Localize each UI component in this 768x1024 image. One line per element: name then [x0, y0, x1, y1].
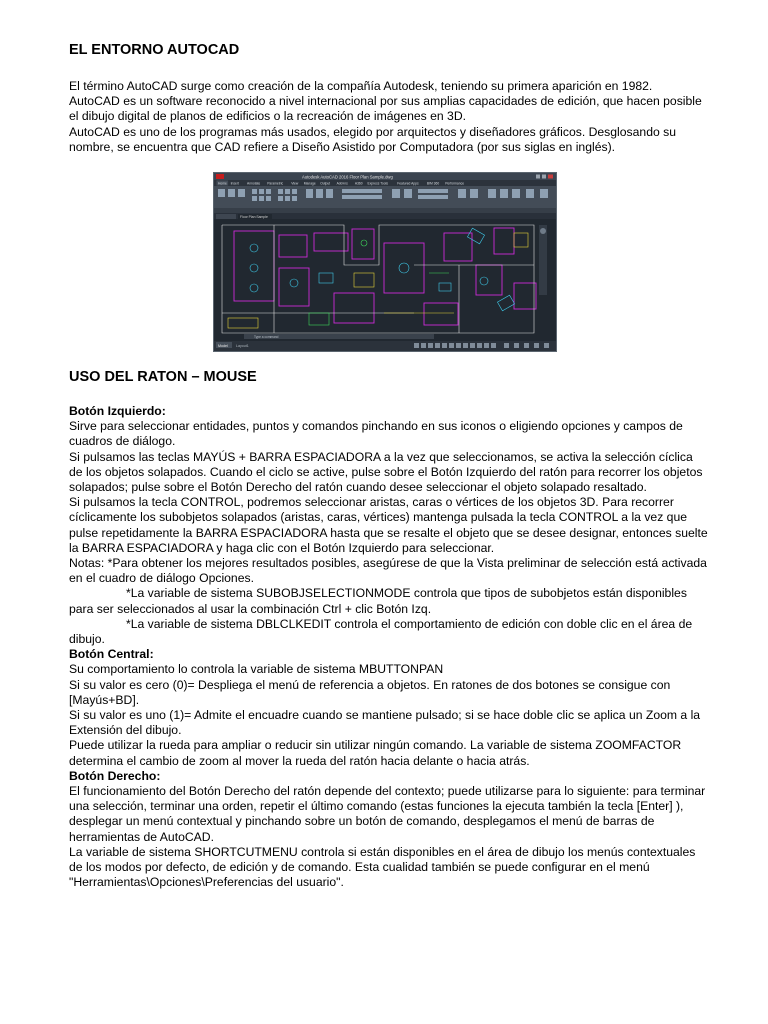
boton-izquierdo-nota-3: [69, 617, 709, 647]
boton-izquierdo-nota-2: [69, 586, 709, 616]
heading-boton-izquierdo: Botón Izquierdo:: [69, 404, 166, 418]
minimize-icon[interactable]: [536, 175, 540, 179]
section-title-raton: USO DEL RATON – MOUSE: [69, 369, 257, 385]
command-line-placeholder: Type a command: [254, 335, 279, 339]
floor-plan-yellow: [228, 233, 528, 328]
ribbon-tab-label: Parametric: [267, 181, 284, 186]
navigation-bar[interactable]: [539, 225, 547, 295]
boton-derecho-p2: La variable de sistema SHORTCUTMENU controla si están disponibles en el área de dibujo los menús contextuales de los modos por defecto, de edición y de comando. Esta cualidad también se puede configurar en el menú "Herramientas\Opciones\Preferencias del usuario".: [69, 844, 696, 890]
viewcube-icon[interactable]: [540, 228, 546, 234]
maximize-icon[interactable]: [542, 175, 546, 179]
section-title-entorno: EL ENTORNO AUTOCAD: [69, 42, 240, 58]
intro-paragraph-1: El término AutoCAD surge como creación de la compañía Autodesk, teniendo su primera aparición en 1982.: [69, 79, 653, 93]
boton-central-p2: Si su valor es cero (0)= Despliega el menú de referencia a objetos. En ratones de dos botones se consigue con [Mayús+BD].: [69, 677, 671, 707]
intro-paragraph-2: AutoCAD es un software reconocido a nivel internacional por sus amplias capacidades de edición, que hacen posible el dibujo digital de planos de edificios o la recreación de imágenes en 3D.: [69, 94, 702, 124]
boton-izquierdo-p3: Si pulsamos la tecla CONTROL, podremos seleccionar aristas, caras o vértices de los objetos 3D. Para recorrer cíclicamente los subobjetos solapados (aristas, caras, vértices) mantenga pulsada la tecla CONTROL a la vez que pulse repetidamente la BARRA ESPACIADORA hasta que se resalte el objeto que se desee designar, entonces suelte la BARRA ESPACIADORA y haga clic con el Botón Izquierdo para seleccionar.: [69, 495, 708, 555]
ribbon-tab-label: Annotate: [247, 181, 261, 186]
doc-tab-label: Floor Plan Sample: [240, 215, 268, 219]
mouse-usage-text: [69, 404, 709, 891]
close-icon[interactable]: [548, 175, 553, 179]
ribbon-tab-label: Add-ins: [336, 181, 348, 186]
floor-plan-cyan: [250, 228, 515, 311]
ribbon-tab-label: Featured Apps: [397, 181, 419, 186]
layout-tab-label: Layout1: [236, 344, 249, 348]
ribbon-tab-label: Output: [320, 181, 331, 186]
intro-paragraph-3: AutoCAD es uno de los programas más usados, elegido por arquitectos y diseñadores gráficos. Desglosando su nombre, se encuentra que CAD refiere a Diseño Asistido por Computadora (por sus siglas en inglés).: [69, 124, 677, 154]
ribbon-tab-label: View: [291, 181, 299, 186]
boton-izquierdo-p1: Sirve para seleccionar entidades, puntos y comandos pinchando en sus iconos o eligiendo opciones y campos de cuadros de diálogo.: [69, 419, 683, 449]
autocad-logo-icon: [216, 174, 224, 179]
ribbon-tab-label: Insert: [230, 181, 239, 186]
floor-plan-magenta: [234, 228, 536, 325]
ribbon-tab-label: A360: [354, 181, 363, 186]
ribbon-tabs: [217, 181, 469, 186]
nota-3-text: *La variable de sistema DBLCLKEDIT controla el comportamiento de edición con doble clic en el área de dibujo.: [69, 616, 693, 647]
ribbon-tab-label: Manage: [303, 181, 316, 186]
boton-derecho-p1: El funcionamiento del Botón Derecho del ratón depende del contexto; puede utilizarse para lo siguiente: para terminar una selección, terminar una orden, repetir el último comando (estas funciones la ejecuta también la tecla [Enter] ), desplegar un menú contextual y pinchando sobre un botón de comando, desplegamos el menú de barras de herramientas de AutoCAD.: [69, 784, 706, 844]
boton-central-p1: Su comportamiento lo controla la variable de sistema MBUTTONPAN: [69, 662, 444, 677]
heading-boton-central: Botón Central:: [69, 647, 154, 662]
ribbon-tab-label: Performance: [445, 181, 465, 186]
model-tab-label: Model: [218, 344, 228, 348]
heading-boton-derecho: Botón Derecho:: [69, 768, 161, 783]
boton-izquierdo-notas: Notas: *Para obtener los mejores resultados posibles, asegúrese de que la Vista preliminar de selección está activada en el cuadro de diálogo Opciones.: [69, 556, 707, 586]
boton-central-p3: Si su valor es uno (1)= Admite el encuadre cuando se mantiene pulsado; si se hace doble clic se aplica un Zoom a la Extensión del dibujo.: [69, 708, 701, 738]
ribbon-tab-label: Express Tools: [367, 181, 388, 186]
ribbon-panel-titles: [214, 208, 556, 213]
start-tab[interactable]: [216, 214, 236, 219]
intro-text: [69, 79, 709, 155]
window-title: Autodesk AutoCAD 2016 Floor Plan Sample.dwg: [302, 174, 393, 180]
boton-central-p4: Puede utilizar la rueda para ampliar o reducir sin utilizar ningún comando. La variable de sistema ZOOMFACTOR determina el cambio de zoom al mover la rueda del ratón hacia delante o hacia atrás.: [69, 738, 682, 768]
autocad-screenshot: [213, 172, 557, 352]
nota-2-text: *La variable de sistema SUBOBJSELECTIONMODE controla que tipos de subobjetos están disponibles para ser seleccionados al usar la combinación Ctrl + clic Botón Izq.: [69, 586, 687, 616]
ribbon-tab-label: Home: [218, 181, 227, 186]
ribbon-tab-label: BIM 360: [426, 181, 440, 186]
boton-izquierdo-p2: Si pulsamos las teclas MAYÚS + BARRA ESPACIADORA a la vez que seleccionamos, se activa la selección cíclica de los objetos solapados. Cuando el ciclo se active, pulse sobre el Botón Izquierdo del ratón para recorrer los objetos solapados; pulse sobre el Botón Derecho del ratón cuando desee seleccionar el objeto solapado resaltado.: [69, 449, 703, 495]
